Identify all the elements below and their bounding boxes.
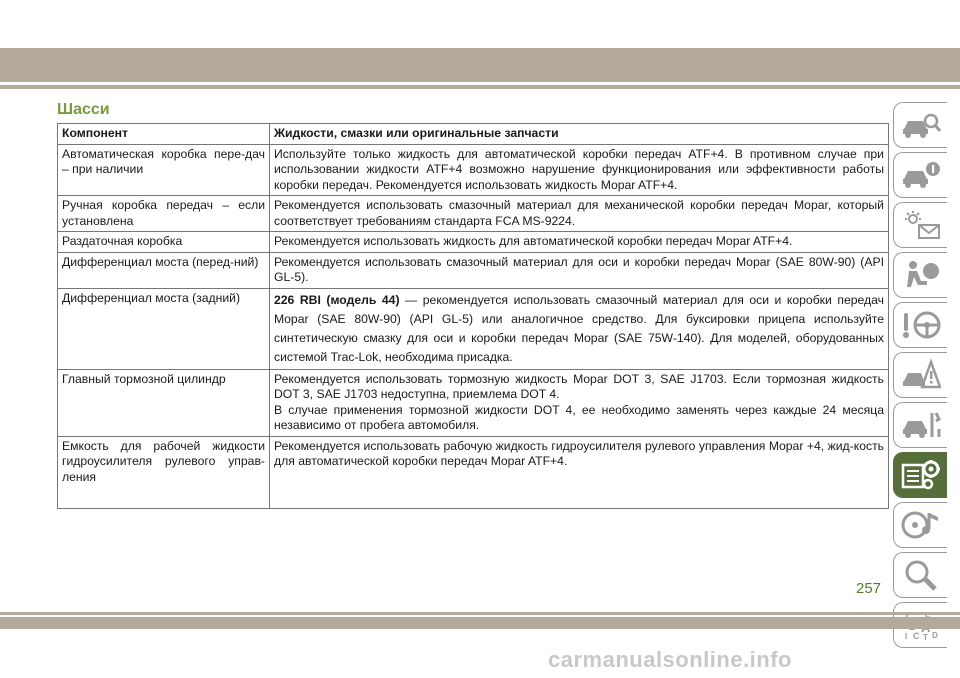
tab-vehicle-info[interactable] xyxy=(893,152,947,198)
airbag-safety-icon xyxy=(901,259,941,291)
warning-lights-message-icon xyxy=(901,209,941,241)
tab-warning-lights[interactable] xyxy=(893,202,947,248)
table-row xyxy=(58,144,889,196)
tab-safety[interactable] xyxy=(893,252,947,298)
car-wrench-service-icon xyxy=(901,409,941,441)
spec-cell: Рекомендуется использовать смазочный материал для оси и коробки передач Mopar (SAE 80W-90) (API GL-5). xyxy=(270,252,889,288)
search-magnifier-icon xyxy=(901,559,941,591)
component-cell: Дифференциал моста (задний) xyxy=(58,288,270,369)
column-header-component: Компонент xyxy=(58,124,270,145)
steering-wheel-driving-icon xyxy=(901,309,941,341)
spec-note: В случае применения тормозной жидкости DOT 4, ее необходимо заменять через каждые 24 месяца независимо от пробега автомобиля. xyxy=(274,402,884,432)
header-rule xyxy=(0,85,960,89)
spec-text: Рекомендуется использовать тормозную жидкость Mopar DOT 3, SAE J1703. Если тормозная жидкость DOT 3, SAE J1703 недоступна, приемлема DOT 4. xyxy=(274,371,884,401)
tab-starting-operating[interactable] xyxy=(893,302,947,348)
tab-technical-specifications[interactable] xyxy=(893,452,947,498)
svg-text:T: T xyxy=(923,633,928,641)
component-cell: Емкость для рабочей жидкости гидроусилителя рулевого управ-ления xyxy=(58,436,270,508)
roadside-warning-triangle-icon xyxy=(901,359,941,391)
spec-cell: Используйте только жидкость для автоматической коробки передач ATF+4. В противном случае при использовании жидкости ATF+4 возможно нарушение функционирования или эффективности работы коробки передач. Рекомендуется использовать жидкость Mopar ATF+4. xyxy=(270,144,889,196)
table-row xyxy=(58,436,889,508)
tab-emergencies[interactable] xyxy=(893,352,947,398)
specifications-table xyxy=(57,123,889,509)
tab-multimedia[interactable] xyxy=(893,502,947,548)
table-row xyxy=(58,196,889,232)
table-row xyxy=(58,288,889,369)
svg-text:C: C xyxy=(913,631,920,641)
footer-rule xyxy=(0,612,960,615)
footer-band xyxy=(0,617,960,629)
tab-getting-to-know[interactable] xyxy=(893,102,947,148)
column-header-fluids: Жидкости, смазки или оригинальные запчасти xyxy=(270,124,889,145)
spec-text: — рекомендуется использовать смазочный материал для оси и коробки передач Mopar (SAE 80W-90) (API GL-5) или аналогичное средство. Для буксировки прицепа используйте синтетическую смазку для оси и коробки передач Mopar (SAE 75W-140). Для моделей, оборудованных системой Trac-Lok, необходима присадка. xyxy=(274,292,884,364)
table-header-row xyxy=(58,124,889,145)
spec-cell xyxy=(270,288,889,369)
component-cell: Главный тормозной цилиндр xyxy=(58,369,270,436)
component-cell: Раздаточная коробка xyxy=(58,232,270,253)
spec-cell xyxy=(270,369,889,436)
tab-customer-assistance[interactable] xyxy=(893,552,947,598)
car-info-icon xyxy=(901,159,941,191)
spec-cell: Рекомендуется использовать смазочный материал для механической коробки передач Mopar, который соответствует требованиям стандарта FCA MS-9224. xyxy=(270,196,889,232)
chapter-tabs xyxy=(893,102,947,652)
model-label: 226 RBI (модель 44) xyxy=(274,292,400,307)
table-row xyxy=(58,252,889,288)
watermark: carmanualsonline.info xyxy=(548,647,792,672)
multimedia-music-icon xyxy=(901,509,941,541)
specifications-gears-icon xyxy=(901,459,941,491)
component-cell: Автоматическая коробка пере-дач – при наличии xyxy=(58,144,270,196)
svg-text:D: D xyxy=(932,631,938,640)
tab-servicing[interactable] xyxy=(893,402,947,448)
page-number: 257 xyxy=(856,580,882,597)
section-title: Шасси xyxy=(57,101,110,118)
car-magnifier-icon xyxy=(901,109,941,141)
svg-text:I: I xyxy=(905,632,908,641)
header-band xyxy=(0,48,960,82)
table-row xyxy=(58,232,889,253)
spec-cell: Рекомендуется использовать рабочую жидкость гидроусилителя рулевого управления Mopar +4, жид-кость для автоматической коробки передач Mopar ATF+4. xyxy=(270,436,889,508)
component-cell: Ручная коробка передач – если установлена xyxy=(58,196,270,232)
table-row xyxy=(58,369,889,436)
spec-cell: Рекомендуется использовать жидкость для автоматической коробки передач Mopar ATF+4. xyxy=(270,232,889,253)
component-cell: Дифференциал моста (перед-ний) xyxy=(58,252,270,288)
